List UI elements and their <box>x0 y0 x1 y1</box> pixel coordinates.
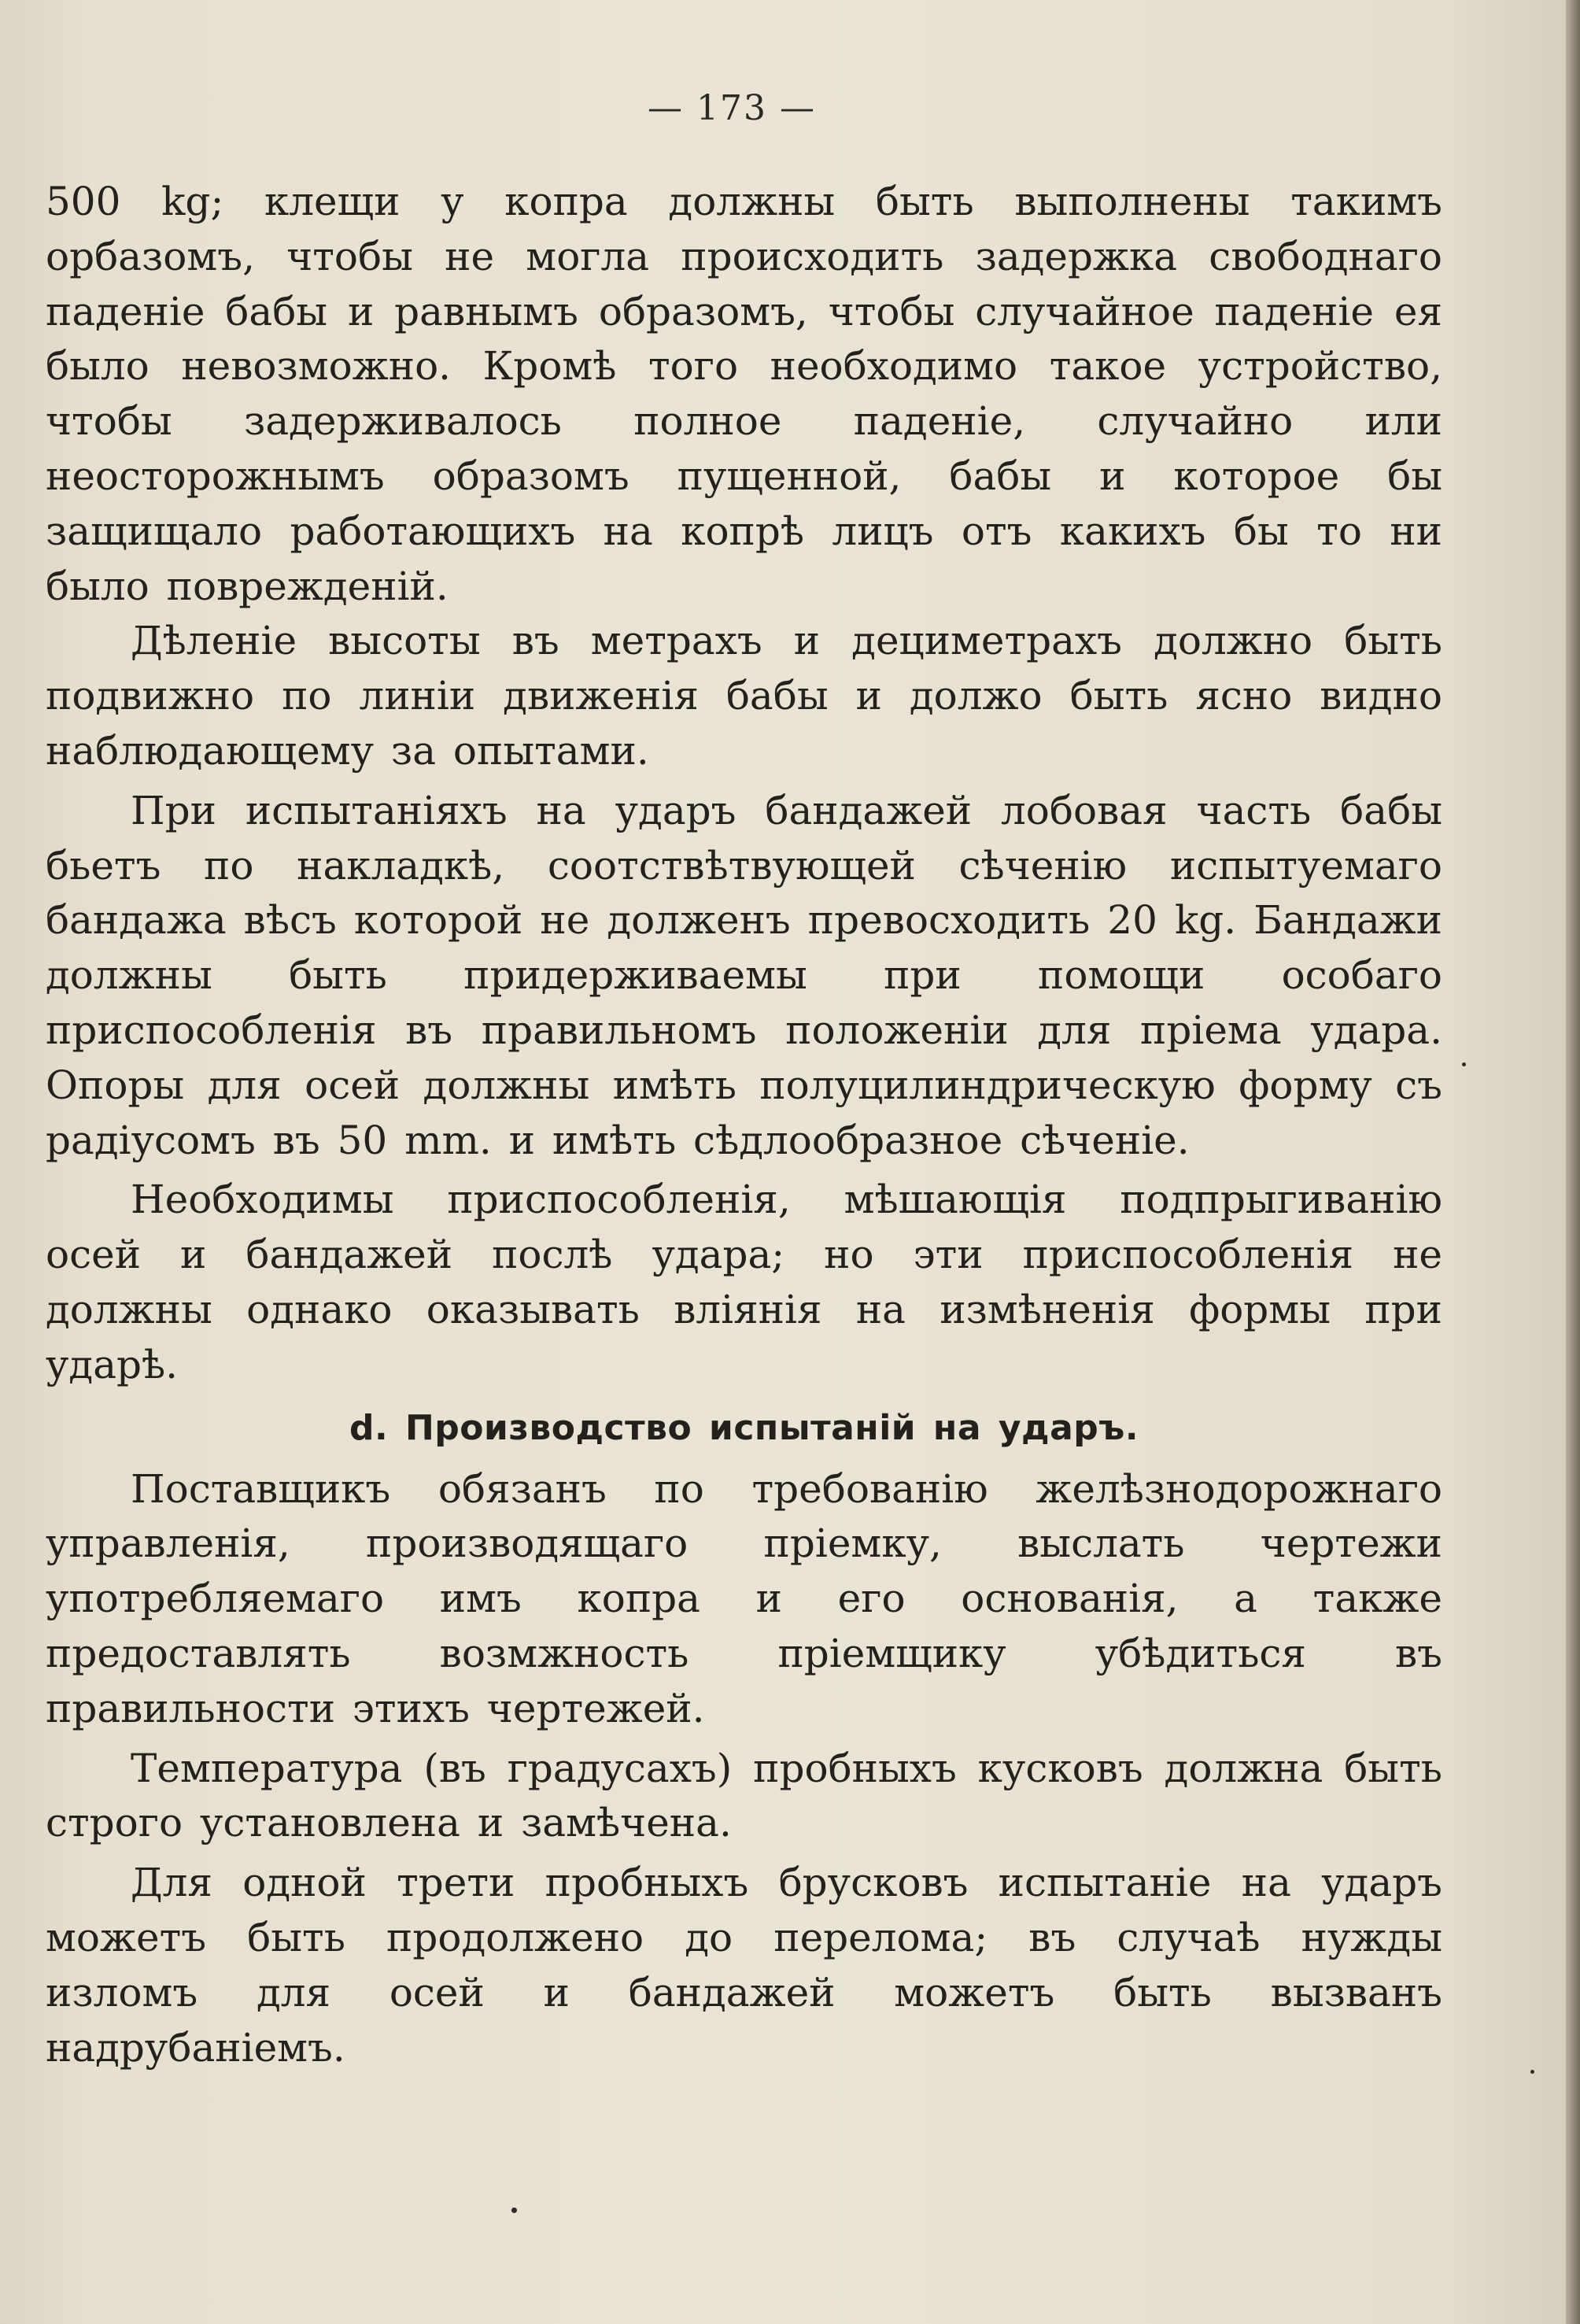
paragraph-1: 500 kg; клещи у копра должны быть выполнены такимъ орбазомъ, чтобы не могла происходить задержка свободнаго паденіе бабы и равнымъ образомъ, чтобы случайное паденіе ея было невозможно. Кромѣ того необходимо такое устройство, чтобы задерживалось полное паденіе, случайно или неосторожнымъ образомъ пущенной, бабы и которое бы защищало работающихъ на копрѣ лицъ отъ какихъ бы то ни было поврежденій. <box>46 179 1442 609</box>
section-paragraph-2: Температура (въ градусахъ) пробныхъ кусковъ должна быть строго установлена и замѣчена. <box>46 1745 1442 1846</box>
section-paragraph-3: Для одной трети пробныхъ брусковъ испытаніе на ударъ можетъ быть продолжено до перелома; въ случаѣ нужды изломъ для осей и бандажей можетъ быть вызванъ надрубаніемъ. <box>46 1860 1442 2071</box>
paragraph-4: Необходимы приспособленія, мѣшающія подпрыгиванію осей и бандажей послѣ удара; но эти приспособленія не должны однако оказывать вліянія на измѣненія формы при ударѣ. <box>46 1177 1442 1387</box>
print-speck <box>1462 1062 1466 1066</box>
page-edge-shadow <box>1566 0 1580 2324</box>
body-text <box>46 175 1442 2075</box>
page-number: — 173 — <box>648 88 816 128</box>
print-speck <box>511 2208 517 2213</box>
print-speck <box>1530 2070 1534 2074</box>
section-heading: d. Производство испытаній на ударъ. <box>349 1407 1139 1448</box>
paragraph-2: Дѣленіе высоты въ метрахъ и дециметрахъ должно быть подвижно по линіи движенія бабы и должо быть ясно видно наблюдающему за опытами. <box>46 618 1442 774</box>
section-paragraph-1: Поставщикъ обязанъ по требованію желѣзнодорожнаго управленія, производящаго пріемку, выслать чертежи употребляемаго имъ копра и его основанія, а также предоставлять возмжность пріемщику убѣдиться въ правильности этихъ чертежей. <box>46 1465 1442 1731</box>
paragraph-3: При испытаніяхъ на ударъ бандажей лобовая часть бабы бьетъ по накладкѣ, соотствѣтвующей сѣченію испытуемаго бандажа вѣсъ которой не долженъ превосходить 20 kg. Бандажи должны быть придерживаемы при помощи особаго приспособленія въ правильномъ положеніи для пріема удара. Опоры для осей должны имѣть полуцилиндрическую форму съ радіусомъ въ 50 mm. и имѣть сѣдлообразное сѣченіе. <box>46 787 1442 1163</box>
